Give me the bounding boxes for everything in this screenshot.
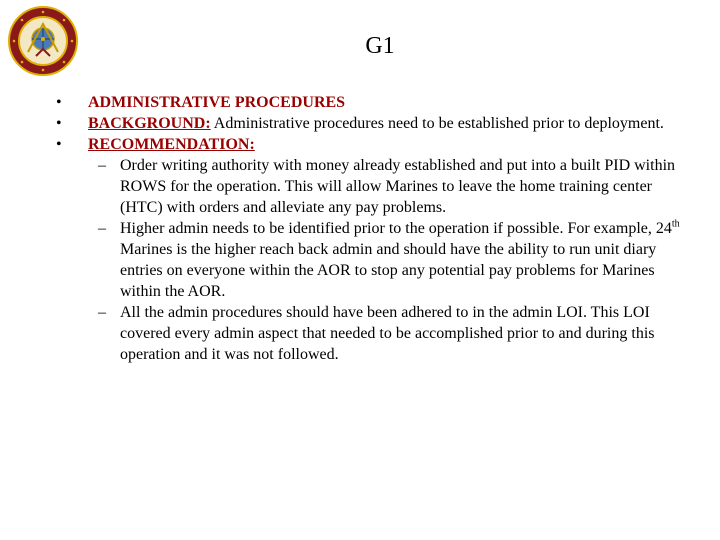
list-item-text: All the admin procedures should have been adhered to in the admin LOI. This LOI covered every admin aspect that needed to be accomplished prior to and during this operation and it was not followed. [120, 304, 655, 363]
bullet-administrative-procedures [56, 92, 696, 113]
bullet-dot: • [56, 136, 62, 153]
bullet-background [56, 113, 696, 134]
slide-title: G1 [365, 33, 395, 59]
dash-marker: – [98, 157, 106, 174]
list-item [88, 302, 696, 365]
bullet-dot: • [56, 94, 62, 111]
dash-marker: – [98, 304, 106, 321]
list-item [88, 155, 696, 218]
bullet-heading: ADMINISTRATIVE PROCEDURES [88, 94, 346, 111]
bullet-dot: • [56, 115, 62, 132]
dash-marker: – [98, 220, 106, 237]
slide-content [56, 92, 696, 365]
list-item-text: Order writing authority with money already established and put into a built PID within ROWS for the operation. This will allow Marines to leave the home training center (HTC) with orders and alleviate any pay problems. [120, 157, 676, 216]
ordinal-suffix: th [671, 218, 680, 230]
bullet-text: Administrative procedures need to be established prior to deployment. [210, 115, 664, 132]
bullet-recommendation [56, 134, 696, 155]
list-item-text-start: Higher admin needs to be identified prior to the operation if possible. For example, 24 [120, 220, 672, 237]
recommendation-list [88, 155, 696, 365]
list-item [88, 218, 696, 302]
list-item-text-end: Marines is the higher reach back admin and should have the ability to run unit diary entries on everyone within the AOR to stop any potential pay problems for Marines within the AOR. [120, 241, 657, 300]
bullet-heading: BACKGROUND: [88, 115, 211, 132]
bullet-heading: RECOMMENDATION: [88, 136, 255, 153]
